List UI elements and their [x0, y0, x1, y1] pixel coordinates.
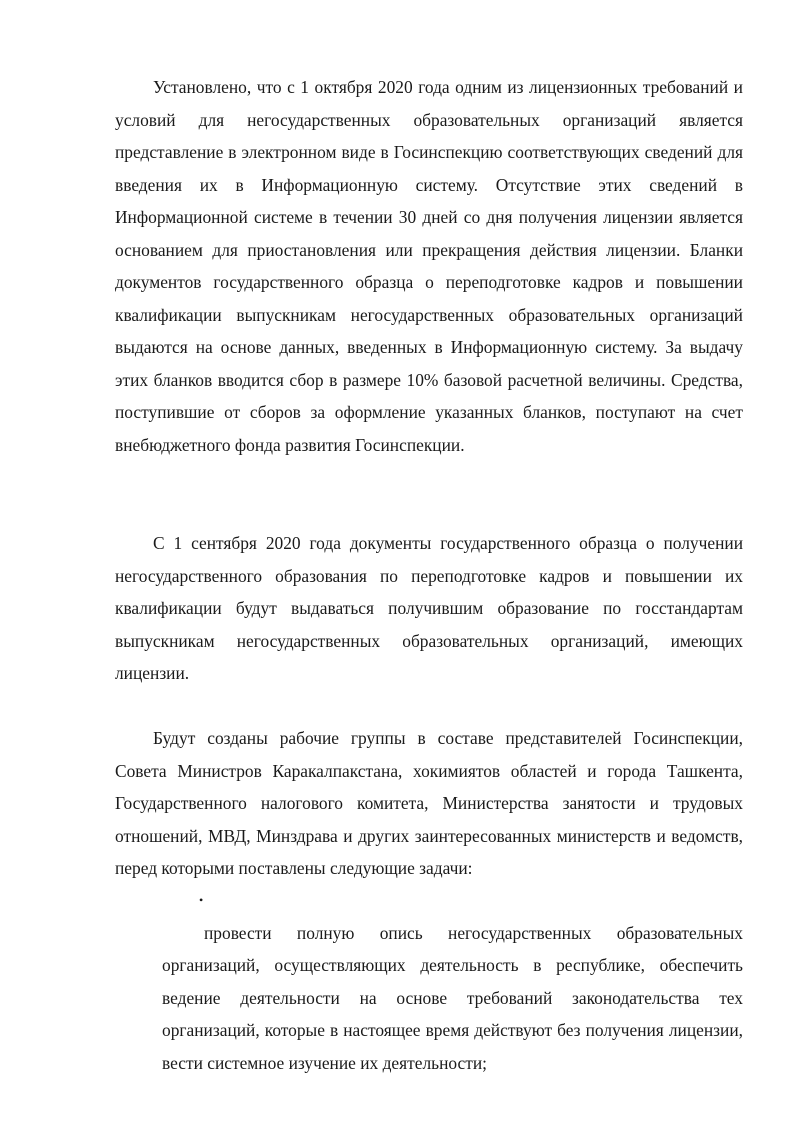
paragraph-state-documents: С 1 сентября 2020 года документы государственного образца о получении негосударственного образования по переподготовке кадров и повышении их квалификации будут выдаваться получившим образование по госстандартам выпускникам негосударственных образовательных организаций, имеющих лицензии. — [115, 533, 743, 683]
paragraph-licensing-requirements: Установлено, что с 1 октября 2020 года одним из лицензионных требований и условий для негосударственных образовательных организаций является представление в электронном виде в Госинспекцию соответствующих сведений для введения их в Информационную систему. Отсутствие этих сведений в Информационной системе в течении 30 дней со дня получения лицензии является основанием для приостановления или прекращения действия лицензии. Бланки документов государственного образца о переподготовке кадров и повышении квалификации выпускникам негосударственных образовательных организаций выдаются на основе данных, введенных в Информационную систему. За выдачу этих бланков вводится сбор в размере 10% базовой расчетной величины. Средства, поступившие от сборов за оформление указанных бланков, поступают на счет внебюджетного фонда развития Госинспекции. — [115, 77, 743, 455]
bullet-list: • провести полную опись негосударственных образовательных организаций, осуществляющих деятельность в республике, обеспечить ведение деятельности на основе требований законодательства тех организаций, которые в настоящее время действуют без получения лицензии, вести системное изучение их деятельности; — [162, 884, 743, 1079]
paragraph-working-groups: Будут созданы рабочие группы в составе представителей Госинспекции, Совета Министров Каракалпакстана, хокимиятов областей и города Ташкента, Государственного налогового комитета, Министерства занятости и трудовых отношений, МВД, Минздрава и других заинтересованных министерств и ведомств, перед которыми поставлены следующие задачи: — [115, 728, 743, 878]
bullet-item-text: провести полную опись негосударственных образовательных организаций, осуществляющих деятельность в республике, обеспечить ведение деятельности на основе требований законодательства тех организаций, которые в настоящее время действуют без получения лицензии, вести системное изучение их деятельности; — [162, 922, 743, 1073]
